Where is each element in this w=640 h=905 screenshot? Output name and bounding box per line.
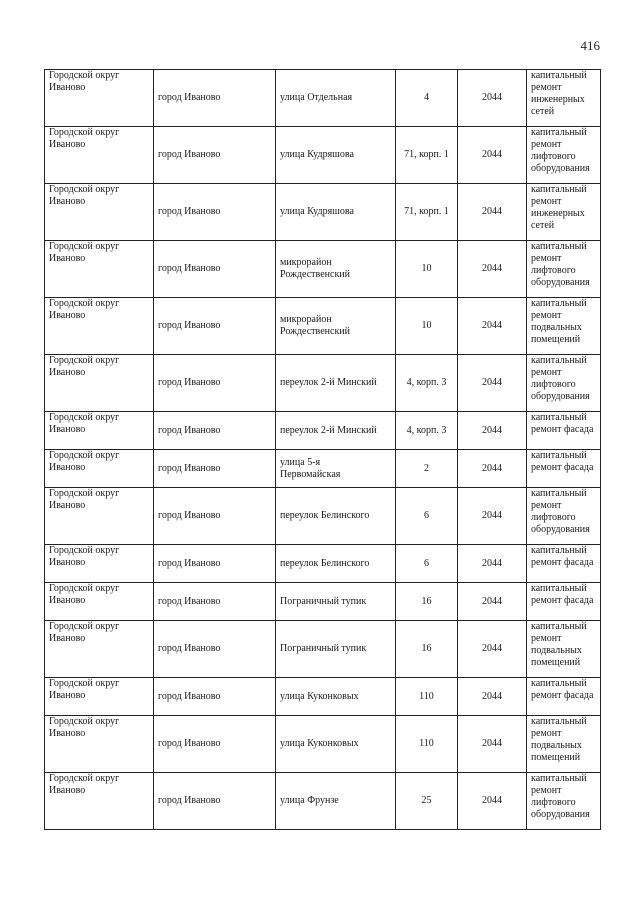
work-type-cell: капитальный ремонт лифтового оборудования [527, 241, 601, 298]
year-cell: 2044 [458, 298, 527, 355]
year-cell: 2044 [458, 678, 527, 716]
page-number: 416 [580, 38, 600, 53]
work-type-cell: капитальный ремонт фасада [527, 450, 601, 488]
work-type-cell: капитальный ремонт лифтового оборудования [527, 127, 601, 184]
year-cell: 2044 [458, 716, 527, 773]
municipal-district-cell: Городской округ Иваново [45, 70, 154, 127]
table-row [45, 678, 601, 716]
house-number-cell: 71, корп. 1 [396, 127, 458, 184]
street-cell: переулок Белинского [276, 545, 396, 583]
table-body [45, 70, 601, 830]
table-row [45, 127, 601, 184]
house-number-cell: 2 [396, 450, 458, 488]
year-cell: 2044 [458, 488, 527, 545]
city-cell: город Иваново [154, 127, 276, 184]
table-row [45, 412, 601, 450]
repair-schedule-table [44, 69, 601, 830]
street-cell: микрорайон Рождественский [276, 241, 396, 298]
city-cell: город Иваново [154, 450, 276, 488]
table-row [45, 773, 601, 830]
table-row [45, 355, 601, 412]
house-number-cell: 6 [396, 545, 458, 583]
street-cell: улица Куконковых [276, 678, 396, 716]
street-cell: Пограничный тупик [276, 621, 396, 678]
year-cell: 2044 [458, 450, 527, 488]
year-cell: 2044 [458, 184, 527, 241]
work-type-cell: капитальный ремонт лифтового оборудования [527, 355, 601, 412]
municipal-district-cell: Городской округ Иваново [45, 184, 154, 241]
street-cell: переулок 2-й Минский [276, 355, 396, 412]
city-cell: город Иваново [154, 488, 276, 545]
work-type-cell: капитальный ремонт подвальных помещений [527, 621, 601, 678]
table-row [45, 298, 601, 355]
city-cell: город Иваново [154, 621, 276, 678]
street-cell: улица Фрунзе [276, 773, 396, 830]
table-row [45, 70, 601, 127]
city-cell: город Иваново [154, 184, 276, 241]
municipal-district-cell: Городской округ Иваново [45, 678, 154, 716]
municipal-district-cell: Городской округ Иваново [45, 127, 154, 184]
work-type-cell: капитальный ремонт инженерных сетей [527, 184, 601, 241]
street-cell: переулок Белинского [276, 488, 396, 545]
city-cell: город Иваново [154, 355, 276, 412]
table-row [45, 241, 601, 298]
house-number-cell: 25 [396, 773, 458, 830]
city-cell: город Иваново [154, 716, 276, 773]
table-row [45, 184, 601, 241]
work-type-cell: капитальный ремонт подвальных помещений [527, 716, 601, 773]
street-cell: улица Кудряшова [276, 127, 396, 184]
work-type-cell: капитальный ремонт фасада [527, 412, 601, 450]
year-cell: 2044 [458, 583, 527, 621]
house-number-cell: 4 [396, 70, 458, 127]
municipal-district-cell: Городской округ Иваново [45, 298, 154, 355]
table-row [45, 621, 601, 678]
year-cell: 2044 [458, 70, 527, 127]
municipal-district-cell: Городской округ Иваново [45, 583, 154, 621]
house-number-cell: 10 [396, 241, 458, 298]
house-number-cell: 4, корп. 3 [396, 355, 458, 412]
table-row [45, 450, 601, 488]
city-cell: город Иваново [154, 773, 276, 830]
work-type-cell: капитальный ремонт инженерных сетей [527, 70, 601, 127]
year-cell: 2044 [458, 355, 527, 412]
house-number-cell: 16 [396, 583, 458, 621]
work-type-cell: капитальный ремонт подвальных помещений [527, 298, 601, 355]
city-cell: город Иваново [154, 583, 276, 621]
municipal-district-cell: Городской округ Иваново [45, 450, 154, 488]
city-cell: город Иваново [154, 70, 276, 127]
street-cell: улица 5-я Первомайская [276, 450, 396, 488]
municipal-district-cell: Городской округ Иваново [45, 545, 154, 583]
table-row [45, 488, 601, 545]
work-type-cell: капитальный ремонт фасада [527, 545, 601, 583]
table-row [45, 716, 601, 773]
city-cell: город Иваново [154, 678, 276, 716]
work-type-cell: капитальный ремонт лифтового оборудования [527, 773, 601, 830]
house-number-cell: 16 [396, 621, 458, 678]
municipal-district-cell: Городской округ Иваново [45, 716, 154, 773]
municipal-district-cell: Городской округ Иваново [45, 773, 154, 830]
year-cell: 2044 [458, 412, 527, 450]
year-cell: 2044 [458, 545, 527, 583]
city-cell: город Иваново [154, 412, 276, 450]
house-number-cell: 110 [396, 716, 458, 773]
work-type-cell: капитальный ремонт лифтового оборудования [527, 488, 601, 545]
year-cell: 2044 [458, 773, 527, 830]
table-row [45, 583, 601, 621]
municipal-district-cell: Городской округ Иваново [45, 241, 154, 298]
work-type-cell: капитальный ремонт фасада [527, 678, 601, 716]
house-number-cell: 10 [396, 298, 458, 355]
year-cell: 2044 [458, 127, 527, 184]
house-number-cell: 4, корп. 3 [396, 412, 458, 450]
street-cell: улица Куконковых [276, 716, 396, 773]
year-cell: 2044 [458, 241, 527, 298]
city-cell: город Иваново [154, 241, 276, 298]
house-number-cell: 110 [396, 678, 458, 716]
street-cell: Пограничный тупик [276, 583, 396, 621]
street-cell: микрорайон Рождественский [276, 298, 396, 355]
city-cell: город Иваново [154, 298, 276, 355]
year-cell: 2044 [458, 621, 527, 678]
municipal-district-cell: Городской округ Иваново [45, 355, 154, 412]
city-cell: город Иваново [154, 545, 276, 583]
house-number-cell: 71, корп. 1 [396, 184, 458, 241]
municipal-district-cell: Городской округ Иваново [45, 412, 154, 450]
municipal-district-cell: Городской округ Иваново [45, 621, 154, 678]
work-type-cell: капитальный ремонт фасада [527, 583, 601, 621]
table-row [45, 545, 601, 583]
house-number-cell: 6 [396, 488, 458, 545]
municipal-district-cell: Городской округ Иваново [45, 488, 154, 545]
street-cell: переулок 2-й Минский [276, 412, 396, 450]
street-cell: улица Отдельная [276, 70, 396, 127]
street-cell: улица Кудряшова [276, 184, 396, 241]
